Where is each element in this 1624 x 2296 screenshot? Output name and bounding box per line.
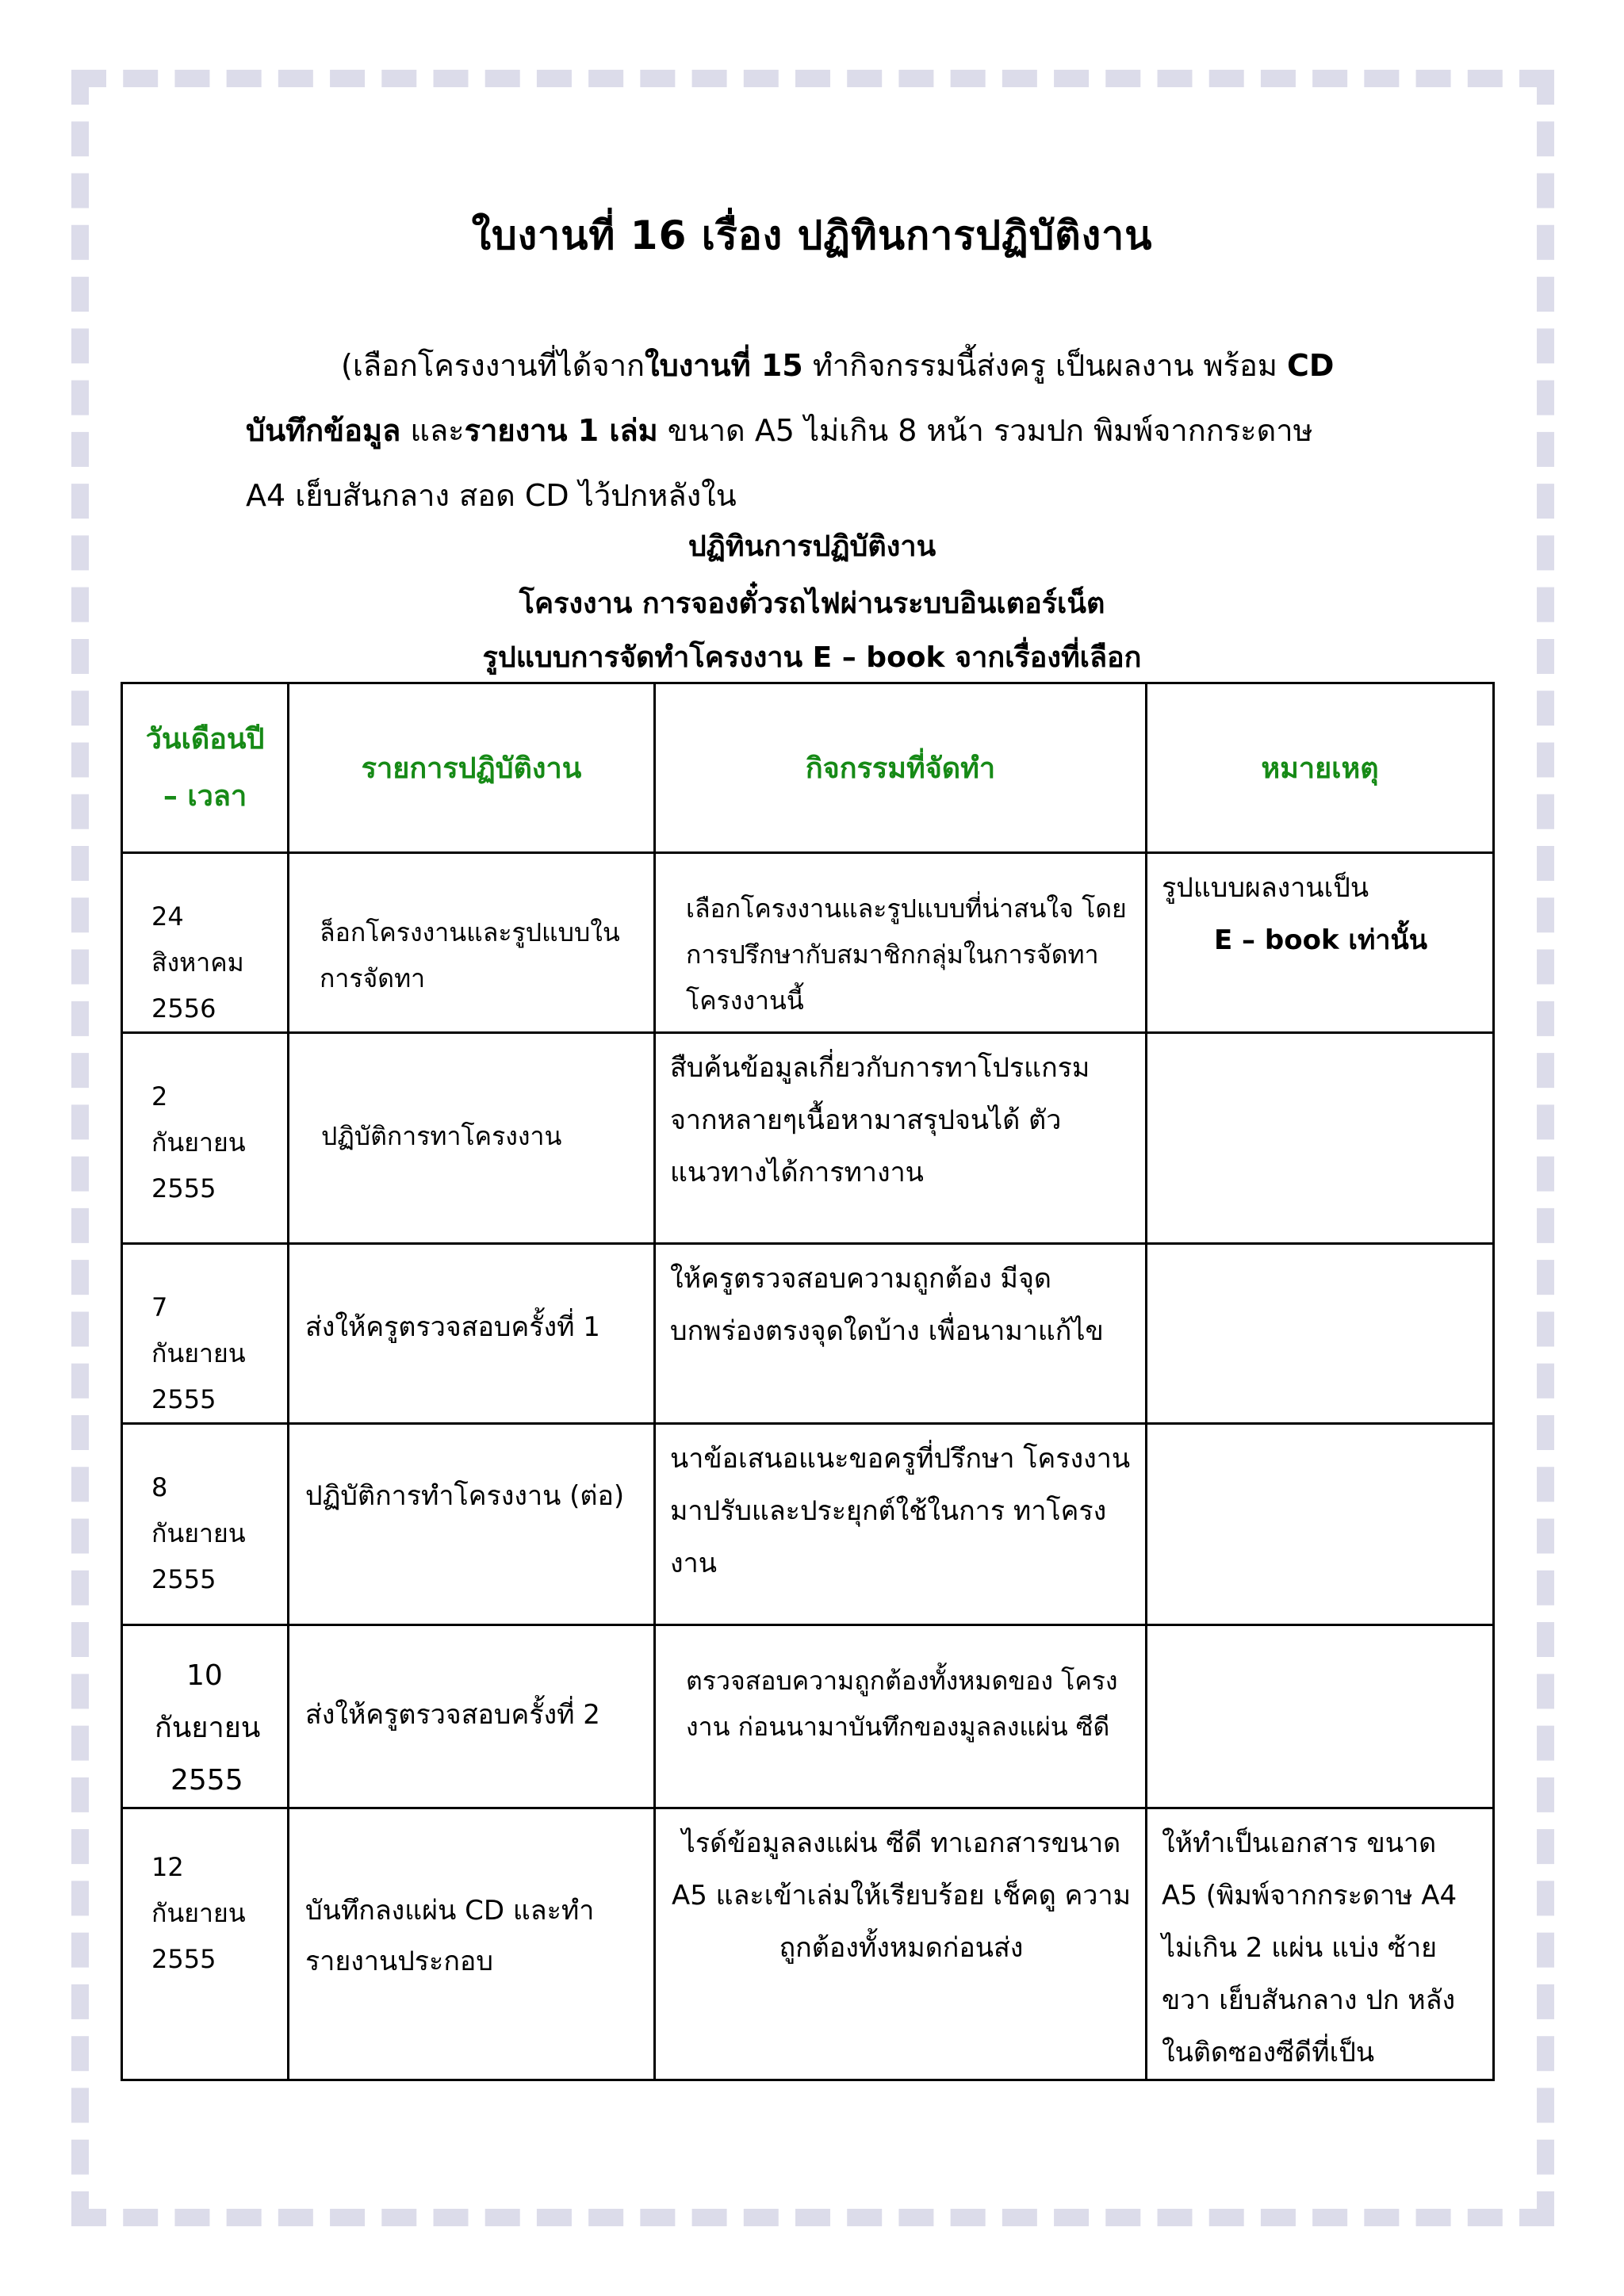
project-heading: โครงงาน การจองตั๋วรถไฟผ่านระบบอินเตอร์เน็ต: [519, 587, 1105, 620]
activity-text: นาข้อเสนอแนะขอครูที่ปรึกษา โครงงานมาปรับและประยุกต์ใช้ในการ ทาโครงงาน: [670, 1443, 1131, 1579]
item-cell: [289, 1625, 655, 1808]
date-cell: [122, 1808, 289, 2080]
date-month: กันยายน: [151, 1518, 246, 1548]
table-row: [122, 853, 1494, 1033]
table-row: [122, 1625, 1494, 1808]
note-text: [1147, 1245, 1492, 1253]
date-year: 2555: [151, 1564, 216, 1594]
note-cell: [1147, 1033, 1494, 1244]
activity-cell: [655, 1625, 1147, 1808]
header-item: รายการปฏิบัติงาน: [289, 683, 655, 853]
date-year: 2555: [151, 1944, 216, 1974]
date-month: กันยายน: [151, 1898, 246, 1928]
intro-paragraph: [246, 333, 1435, 528]
header-note: หมายเหตุ: [1147, 683, 1494, 853]
note-cell: [1147, 1424, 1494, 1625]
date-year: 2555: [151, 1173, 216, 1203]
date-month: กันยายน: [151, 1127, 246, 1158]
item-text: ส่งให้ครูตรวจสอบครั้งที่ 2: [305, 1699, 600, 1731]
date-cell: [122, 1244, 289, 1424]
header-date-line2: – เวลา: [163, 779, 247, 813]
date-day: 8: [151, 1472, 168, 1502]
item-text: ส่งให้ครูตรวจสอบครั้งที่ 1: [305, 1311, 600, 1343]
note-text: รูปแบบผลงานเป็น: [1162, 872, 1369, 904]
table-row: [122, 1808, 1494, 2080]
activity-text: ตรวจสอบความถูกต้องทั้งหมดของ โครงงาน ก่อนนามาบันทึกของมูลลงแผ่น ซีดี: [686, 1666, 1118, 1742]
item-text: บันทึกลงแผ่น CD และทำ รายงานประกอบ: [305, 1895, 595, 1977]
activity-text: ให้ครูตรวจสอบความถูกต้อง มีจุดบกพร่องตรงจุดใดบ้าง เพื่อนามาแก้ไข: [670, 1263, 1104, 1347]
intro-bold: บันทึกข้อมูล: [246, 413, 401, 448]
date-day: 7: [151, 1292, 168, 1322]
date-day: 12: [151, 1852, 184, 1882]
intro-line-1: [246, 333, 1435, 398]
note-text: ให้ทำเป็นเอกสาร ขนาด A5 (พิมพ์จากกระดาษ A4 ไม่เกิน 2 แผ่น แบ่ง ซ้ายขวา เย็บสันกลาง ปก หลังในติดซองซีดีที่เป็น: [1162, 1827, 1457, 2068]
activity-text: ไรด์ข้อมูลลงแผ่น ซีดี ทาเอกสารขนาด A5 และเข้าเล่มให้เรียบร้อย เช็คดู ความถูกต้องทั้งหมดก่อนส่ง: [671, 1827, 1131, 1964]
note-bold-text: E – book เท่านั้น: [1213, 924, 1427, 956]
date-cell: [122, 853, 289, 1033]
item-cell: [289, 853, 655, 1033]
activity-cell: [655, 1808, 1147, 2080]
activity-cell: [655, 1033, 1147, 1244]
note-text: [1147, 1034, 1492, 1042]
date-month: กันยายน: [151, 1338, 246, 1368]
table-row: [122, 1244, 1494, 1424]
item-cell: [289, 1424, 655, 1625]
date-year: 2555: [170, 1764, 243, 1797]
date-cell: [122, 1033, 289, 1244]
worksheet-title: ใบงานที่ 16 เรื่อง ปฏิทินการปฏิบัติงาน: [471, 212, 1153, 258]
note-text: [1147, 1425, 1492, 1433]
date-day: 2: [151, 1081, 168, 1112]
intro-text: (เลือกโครงงานที่ได้จาก: [341, 348, 645, 383]
intro-text: ทำกิจกรรมนี้ส่งครู เป็นผลงาน พร้อม: [802, 348, 1288, 383]
table-row: [122, 1033, 1494, 1244]
activity-text: สืบค้นข้อมูลเกี่ยวกับการทาโปรแกรม จากหลายๆเนื้อหามาสรุปจนได้ ตัว แนวทางได้การทางาน: [670, 1052, 1090, 1188]
note-cell: [1147, 1808, 1494, 2080]
intro-text: และ: [400, 413, 465, 448]
date-cell: [122, 1625, 289, 1808]
note-cell: [1147, 1625, 1494, 1808]
item-cell: [289, 1244, 655, 1424]
table-row: [122, 1424, 1494, 1625]
calendar-heading: ปฏิทินการปฏิบัติงาน: [688, 530, 936, 563]
date-month: สิงหาคม: [151, 947, 244, 978]
date-year: 2555: [151, 1384, 216, 1414]
header-activity: กิจกรรมที่จัดทำ: [655, 683, 1147, 853]
date-day: 24: [151, 901, 184, 932]
activity-cell: [655, 1424, 1147, 1625]
intro-line-2: [246, 398, 1435, 463]
date-cell: [122, 1424, 289, 1625]
item-text: ล็อกโครงงานและรูปแบบในการจัดทา: [320, 917, 620, 993]
table-header-row: [122, 683, 1494, 853]
item-cell: [289, 1808, 655, 2080]
intro-line-3: A4 เย็บสันกลาง สอด CD ไว้ปกหลังใน: [246, 478, 737, 513]
note-text: [1147, 1626, 1492, 1634]
header-date: [122, 683, 289, 853]
item-text: ปฏิบัติการทำโครงงาน (ต่อ): [305, 1480, 625, 1512]
format-heading: รูปแบบการจัดทำโครงงาน E – book จากเรื่องที่เลือก: [482, 641, 1142, 674]
intro-bold: รายงาน 1 เล่ม: [464, 413, 658, 448]
note-cell: [1147, 853, 1494, 1033]
date-day: 10: [186, 1659, 223, 1692]
activity-text: เลือกโครงงานและรูปแบบที่น่าสนใจ โดยการปรึกษากับสมาชิกกลุ่มในการจัดทาโครงงานนี้: [686, 894, 1127, 1016]
intro-bold: CD: [1287, 348, 1335, 383]
activity-cell: [655, 853, 1147, 1033]
item-cell: [289, 1033, 655, 1244]
item-text: ปฏิบัติการทาโครงงาน: [321, 1121, 562, 1151]
date-month: กันยายน: [155, 1712, 261, 1744]
date-year: 2556: [151, 993, 216, 1024]
intro-text: ขนาด A5 ไม่เกิน 8 หน้า รวมปก พิมพ์จากกระดาษ: [657, 413, 1313, 448]
header-date-line1: วันเดือนปี: [145, 722, 265, 756]
note-cell: [1147, 1244, 1494, 1424]
intro-bold: ใบงานที่ 15: [645, 348, 803, 383]
schedule-table: [121, 682, 1495, 2081]
activity-cell: [655, 1244, 1147, 1424]
